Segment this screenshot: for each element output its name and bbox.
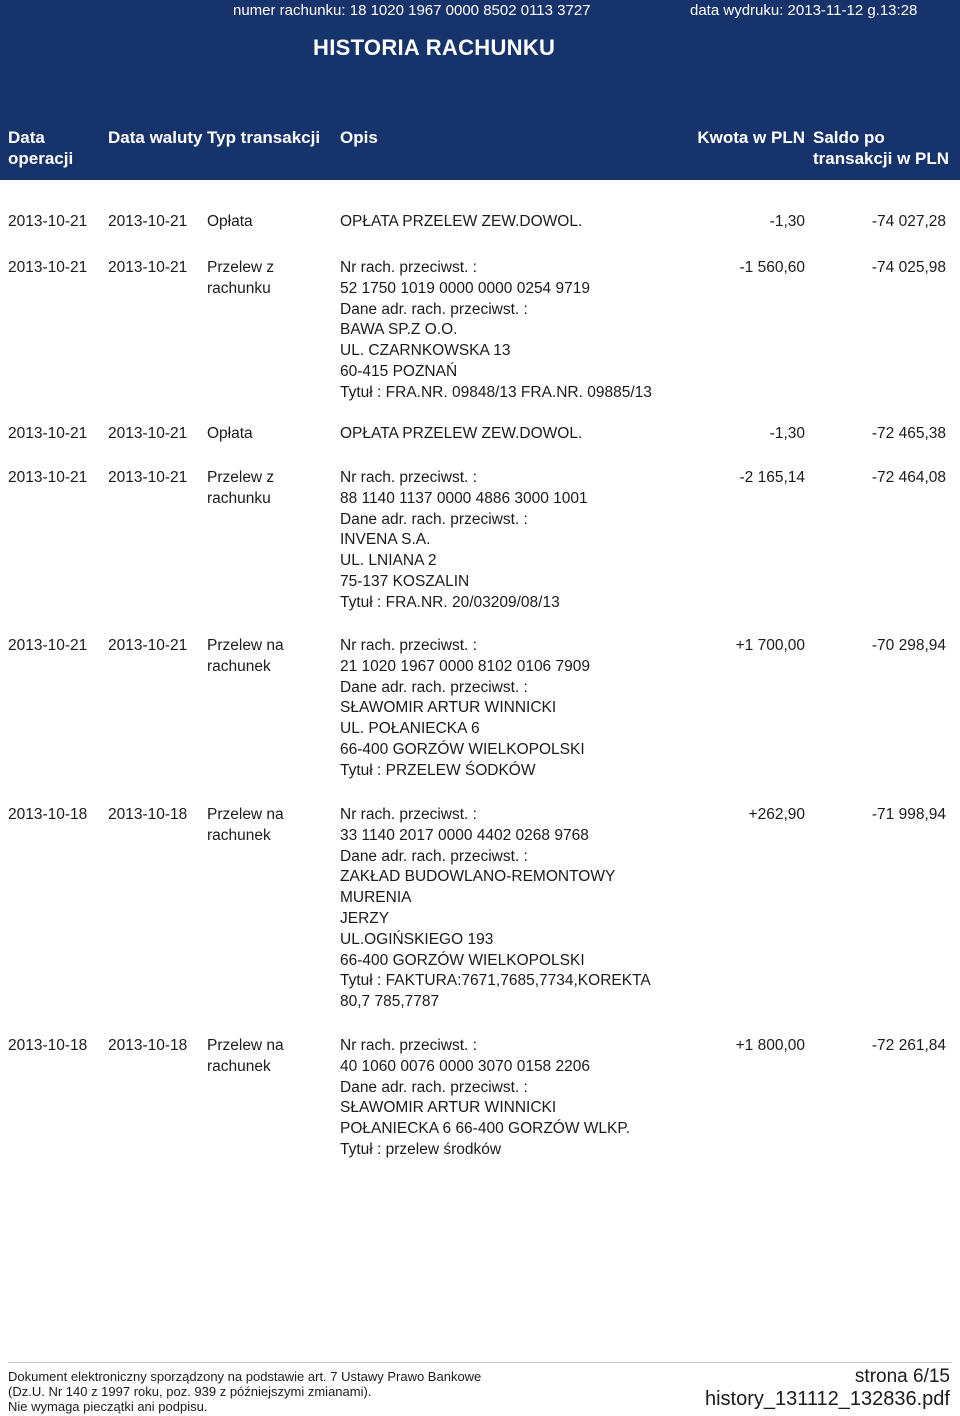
description-line: 66-400 GORZÓW WIELKOPOLSKI bbox=[340, 951, 585, 969]
transaction-type-line: rachunek bbox=[207, 826, 271, 844]
description-line: 66-400 GORZÓW WIELKOPOLSKI bbox=[340, 740, 585, 758]
amount: -1,30 bbox=[769, 213, 805, 230]
column-header-line: transakcji w PLN bbox=[813, 149, 950, 168]
transaction-type-line: rachunku bbox=[207, 279, 271, 297]
transaction-type-line: Opłata bbox=[207, 213, 253, 230]
description-line: OPŁATA PRZELEW ZEW.DOWOL. bbox=[340, 213, 583, 230]
amount: +1 700,00 bbox=[735, 637, 805, 654]
description-line: INVENA S.A. bbox=[340, 531, 431, 549]
legal-note-line: (Dz.U. Nr 140 z 1997 roku, poz. 939 z późniejszymi zmianami). bbox=[8, 1384, 372, 1399]
transaction-type-line: Opłata bbox=[207, 425, 253, 442]
transaction-type bbox=[207, 424, 253, 445]
description-line: Nr rach. przeciwst. : bbox=[340, 637, 477, 654]
balance-after: -70 298,94 bbox=[871, 637, 946, 654]
operation-date: 2013-10-18 bbox=[8, 806, 88, 823]
description-line: Nr rach. przeciwst. : bbox=[340, 806, 477, 823]
amount: +262,90 bbox=[748, 806, 805, 823]
legal-note-line: Nie wymaga pieczątki ani podpisu. bbox=[8, 1399, 208, 1414]
description-line: 60-415 POZNAŃ bbox=[340, 362, 458, 380]
value-date: 2013-10-21 bbox=[108, 213, 188, 230]
description-line: POŁANIECKA 6 66-400 GORZÓW WLKP. bbox=[340, 1120, 631, 1138]
description bbox=[340, 212, 582, 233]
legal-note-line: Dokument elektroniczny sporządzony na podstawie art. 7 Ustawy Prawo Bankowe bbox=[8, 1369, 482, 1384]
description-line: SŁAWOMIR ARTUR WINNICKI bbox=[340, 699, 557, 717]
column-header-type bbox=[207, 127, 320, 148]
amount: -2 165,14 bbox=[739, 469, 805, 486]
operation-date: 2013-10-21 bbox=[8, 259, 88, 276]
description-line: 80,7 785,7787 bbox=[340, 993, 440, 1011]
operation-date: 2013-10-18 bbox=[8, 1037, 88, 1054]
description-line: Nr rach. przeciwst. : bbox=[340, 1037, 477, 1054]
description-line: Dane adr. rach. przeciwst. : bbox=[340, 1078, 528, 1096]
value-date: 2013-10-21 bbox=[108, 259, 188, 276]
transaction-type-line: Przelew na bbox=[207, 637, 284, 654]
description-line: 88 1140 1137 0000 4886 3000 1001 bbox=[340, 489, 588, 507]
value-date: 2013-10-21 bbox=[108, 469, 188, 486]
column-header-description bbox=[340, 127, 378, 148]
column-header-amount bbox=[697, 127, 805, 148]
transaction-type bbox=[207, 212, 253, 233]
operation-date: 2013-10-21 bbox=[8, 637, 88, 654]
transaction-type-line: rachunek bbox=[207, 657, 271, 675]
balance-after: -72 465,38 bbox=[871, 425, 946, 442]
description-line: 52 1750 1019 0000 0000 0254 9719 bbox=[340, 279, 590, 297]
description-line: BAWA SP.Z O.O. bbox=[340, 321, 458, 339]
description-line: 33 1140 2017 0000 4402 0268 9768 bbox=[340, 826, 589, 844]
description-line: Nr rach. przeciwst. : bbox=[340, 259, 477, 276]
description-line: JERZY bbox=[340, 909, 390, 927]
description bbox=[340, 636, 590, 782]
description-line: Dane adr. rach. przeciwst. : bbox=[340, 678, 528, 696]
transaction-type-line: rachunek bbox=[207, 1057, 271, 1075]
description-line: OPŁATA PRZELEW ZEW.DOWOL. bbox=[340, 425, 583, 442]
transaction-type-line: Przelew na bbox=[207, 806, 284, 823]
transaction-type bbox=[207, 468, 274, 510]
description-line: Tytuł : PRZELEW ŚODKÓW bbox=[340, 761, 536, 779]
balance-after: -72 261,84 bbox=[871, 1037, 946, 1054]
description-line: 75-137 KOSZALIN bbox=[340, 572, 470, 590]
description-line: Tytuł : FAKTURA:7671,7685,7734,KOREKTA bbox=[340, 972, 651, 990]
transaction-type bbox=[207, 805, 284, 847]
description-line: Tytuł : przelew środków bbox=[340, 1140, 502, 1158]
column-header-line: Kwota w PLN bbox=[697, 128, 805, 147]
value-date: 2013-10-18 bbox=[108, 806, 188, 823]
description bbox=[340, 258, 652, 404]
page-title: HISTORIA RACHUNKU bbox=[313, 35, 556, 60]
transaction-type-line: rachunku bbox=[207, 489, 271, 507]
amount: -1 560,60 bbox=[739, 259, 805, 276]
transaction-type bbox=[207, 258, 274, 300]
column-header-line: Data bbox=[8, 128, 45, 147]
description bbox=[340, 805, 651, 1013]
operation-date: 2013-10-21 bbox=[8, 213, 88, 230]
transaction-type-line: Przelew na bbox=[207, 1037, 284, 1054]
description-line: Dane adr. rach. przeciwst. : bbox=[340, 510, 528, 528]
description-line: Tytuł : FRA.NR. 20/03209/08/13 bbox=[340, 593, 560, 611]
description-line: UL. LNIANA 2 bbox=[340, 552, 437, 570]
amount: -1,30 bbox=[769, 425, 805, 442]
description-line: Dane adr. rach. przeciwst. : bbox=[340, 300, 528, 318]
value-date: 2013-10-21 bbox=[108, 425, 188, 442]
operation-date: 2013-10-21 bbox=[8, 469, 88, 486]
column-header-line: Typ transakcji bbox=[207, 128, 321, 147]
description bbox=[340, 1036, 630, 1161]
column-header-line: Opis bbox=[340, 128, 378, 147]
description-line: UL. POŁANIECKA 6 bbox=[340, 720, 480, 738]
balance-after: -72 464,08 bbox=[871, 469, 946, 486]
description-line: MURENIA bbox=[340, 889, 412, 907]
description-line: 21 1020 1967 0000 8102 0106 7909 bbox=[340, 657, 590, 675]
amount: +1 800,00 bbox=[735, 1037, 805, 1054]
print-date: data wydruku: 2013-11-12 g.13:28 bbox=[690, 2, 918, 19]
file-name: history_131112_132836.pdf bbox=[704, 1388, 950, 1410]
transaction-type bbox=[207, 636, 284, 678]
balance-after: -71 998,94 bbox=[871, 806, 946, 823]
balance-after: -74 027,28 bbox=[871, 213, 946, 230]
description-line: Dane adr. rach. przeciwst. : bbox=[340, 847, 528, 865]
operation-date: 2013-10-21 bbox=[8, 425, 88, 442]
transaction-type-line: Przelew z bbox=[207, 259, 275, 276]
transaction-type-line: Przelew z bbox=[207, 469, 275, 486]
description-line: Nr rach. przeciwst. : bbox=[340, 469, 477, 486]
description-line: UL.OGIŃSKIEGO 193 bbox=[340, 930, 494, 948]
description bbox=[340, 424, 582, 445]
description-line: 40 1060 0076 0000 3070 0158 2206 bbox=[340, 1057, 590, 1075]
page-number: strona 6/15 bbox=[854, 1366, 950, 1387]
account-number: numer rachunku: 18 1020 1967 0000 8502 0113 3727 bbox=[233, 2, 591, 19]
column-header-operation-date bbox=[8, 127, 73, 169]
value-date: 2013-10-21 bbox=[108, 637, 188, 654]
transaction-type bbox=[207, 1036, 284, 1078]
description-line: Tytuł : FRA.NR. 09848/13 FRA.NR. 09885/13 bbox=[340, 383, 652, 401]
column-header-balance bbox=[813, 127, 949, 169]
description bbox=[340, 468, 588, 614]
column-header-line: Data waluty bbox=[108, 128, 203, 147]
description-line: ZAKŁAD BUDOWLANO-REMONTOWY bbox=[340, 868, 616, 886]
column-header-value-date bbox=[108, 127, 202, 148]
description-line: UL. CZARNKOWSKA 13 bbox=[340, 342, 511, 360]
balance-after: -74 025,98 bbox=[871, 259, 946, 276]
column-header-line: Saldo po bbox=[813, 128, 885, 147]
value-date: 2013-10-18 bbox=[108, 1037, 188, 1054]
column-header-line: operacji bbox=[8, 149, 74, 168]
description-line: SŁAWOMIR ARTUR WINNICKI bbox=[340, 1099, 557, 1117]
footer-divider bbox=[8, 1362, 952, 1363]
